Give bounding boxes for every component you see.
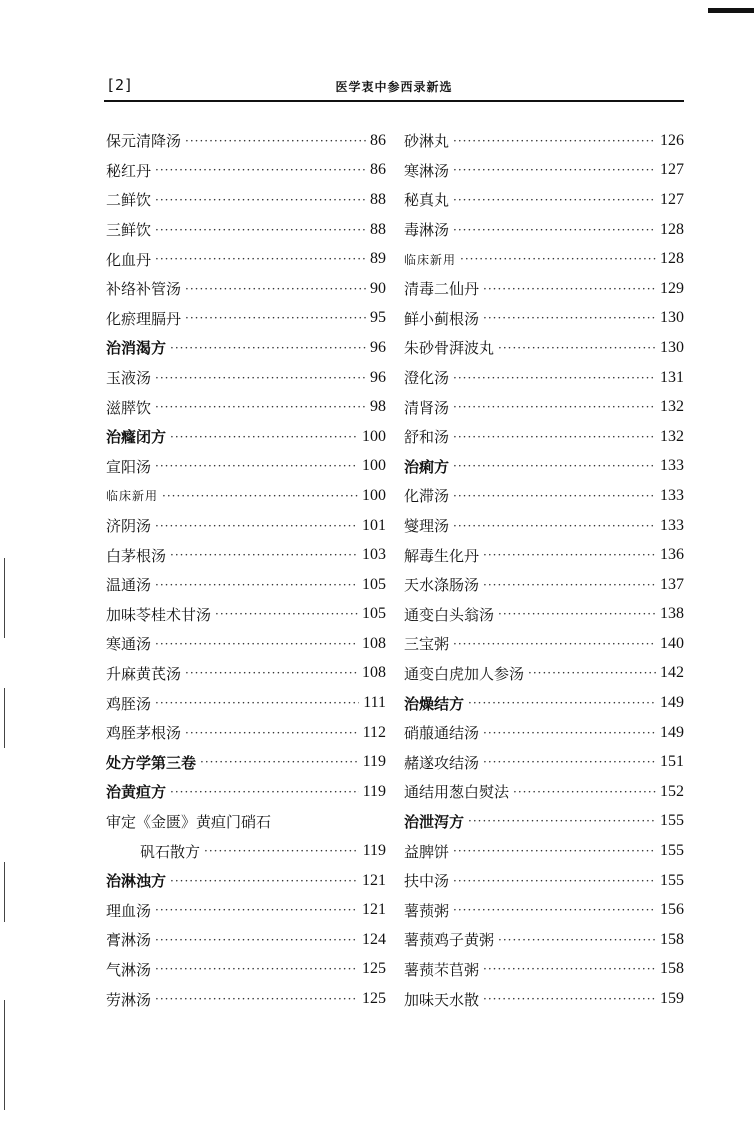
toc-entry	[404, 955, 684, 985]
margin-line	[4, 1000, 5, 1110]
toc-entry-title: 解毒生化丹	[404, 546, 480, 565]
toc-entry-title: 处方学第三卷	[106, 753, 197, 772]
toc-entry-page: 130	[660, 338, 684, 356]
toc-entry	[106, 304, 386, 334]
toc-entry	[404, 481, 684, 511]
toc-entry	[404, 215, 684, 245]
dot-leader	[498, 341, 656, 355]
dot-leader	[498, 933, 656, 947]
toc-entry-title: 临床新用	[106, 489, 159, 504]
toc-entry	[106, 185, 386, 215]
toc-entry-page: 88	[370, 220, 386, 238]
dot-leader	[215, 607, 358, 621]
toc-entry-page: 156	[660, 901, 684, 919]
dot-leader	[155, 903, 358, 917]
dot-leader	[170, 430, 358, 444]
dot-leader	[155, 459, 358, 473]
dot-leader	[185, 282, 366, 296]
dot-leader	[483, 962, 656, 976]
toc-entry	[404, 688, 684, 718]
toc-entry-page: 155	[660, 812, 684, 830]
toc-entry	[106, 925, 386, 955]
dot-leader	[155, 578, 358, 592]
dot-leader	[185, 134, 366, 148]
toc-entry-page: 100	[362, 457, 386, 475]
toc-entry-title: 玉液汤	[106, 369, 152, 388]
toc-entry-page: 138	[660, 605, 684, 623]
toc-entry	[404, 600, 684, 630]
toc-entry-title: 鸡胵茅根汤	[106, 724, 182, 743]
toc-entry-page: 125	[362, 990, 386, 1008]
toc-entry-page: 126	[660, 131, 684, 149]
dot-leader	[483, 992, 656, 1006]
toc-entry-page: 128	[660, 220, 684, 238]
dot-leader	[453, 400, 656, 414]
dot-leader	[155, 992, 358, 1006]
page-header	[106, 76, 682, 100]
toc-entry-page: 101	[362, 516, 386, 534]
dot-leader	[185, 666, 358, 680]
toc-entry-title: 薯蓣鸡子黄粥	[404, 931, 495, 950]
toc-entry-title: 济阴汤	[106, 517, 152, 536]
toc-entry	[106, 747, 386, 777]
toc-entry	[404, 807, 684, 837]
toc-entry-title: 治癃闭方	[106, 428, 167, 447]
dot-leader	[498, 607, 656, 621]
dot-leader	[483, 726, 656, 740]
toc-entry	[404, 185, 684, 215]
toc-entry	[106, 363, 386, 393]
dot-leader	[483, 311, 656, 325]
toc-entry	[404, 274, 684, 304]
toc-entry-page: 127	[660, 161, 684, 179]
toc-entry-page: 95	[370, 309, 386, 327]
toc-entry-page: 119	[362, 782, 386, 800]
toc-entry	[404, 126, 684, 156]
toc-entry-title: 化滞汤	[404, 487, 450, 506]
toc-left-column	[106, 126, 386, 1014]
toc-entry-page: 100	[362, 486, 386, 504]
dot-leader	[453, 459, 656, 473]
toc-entry-page: 133	[660, 486, 684, 504]
toc-entry	[106, 570, 386, 600]
toc-entry	[106, 244, 386, 274]
toc-entry-page: 111	[363, 694, 386, 712]
dot-leader	[483, 548, 656, 562]
toc-entry-page: 132	[660, 398, 684, 416]
toc-entry	[106, 895, 386, 925]
toc-entry-page: 149	[660, 694, 684, 712]
toc-entry-page: 131	[660, 368, 684, 386]
dot-leader	[453, 430, 656, 444]
toc-entry	[106, 511, 386, 541]
toc-entry-page: 127	[660, 190, 684, 208]
toc-entry-title: 澄化汤	[404, 369, 450, 388]
dot-leader	[483, 755, 656, 769]
dot-leader	[453, 134, 656, 148]
toc-entry	[404, 925, 684, 955]
toc-entry	[404, 540, 684, 570]
toc-entry-title: 硝菔通结汤	[404, 724, 480, 743]
toc-entry-title: 秘红丹	[106, 161, 152, 180]
dot-leader	[155, 637, 358, 651]
toc-entry	[404, 836, 684, 866]
page-number: [2]	[106, 76, 134, 94]
toc-entry-title: 薯蓣粥	[404, 901, 450, 920]
toc-entry-title: 治黄疸方	[106, 783, 167, 802]
toc-entry-page: 88	[370, 190, 386, 208]
toc-entry-title: 膏淋汤	[106, 931, 152, 950]
toc-entry-page: 105	[362, 575, 386, 593]
dot-leader	[453, 874, 656, 888]
toc-entry	[404, 511, 684, 541]
toc-entry-page: 96	[370, 368, 386, 386]
toc-entry-title: 治淋浊方	[106, 872, 167, 891]
dot-leader	[468, 696, 656, 710]
toc-entry-title: 滋膵饮	[106, 398, 152, 417]
toc-entry-page: 90	[370, 279, 386, 297]
toc-entry-title: 治燥结方	[404, 694, 465, 713]
toc-entry	[404, 422, 684, 452]
dot-leader	[155, 223, 366, 237]
dot-leader	[155, 696, 359, 710]
toc-entry	[404, 777, 684, 807]
toc-entry-title: 温通汤	[106, 576, 152, 595]
dot-leader	[170, 341, 366, 355]
toc-entry	[404, 659, 684, 689]
dot-leader	[513, 785, 656, 799]
toc-entry-title: 宣阳汤	[106, 457, 152, 476]
toc-right-column	[404, 126, 684, 1014]
toc-entry-page: 149	[660, 723, 684, 741]
toc-entry-title: 二鲜饮	[106, 191, 152, 210]
dot-leader	[453, 637, 656, 651]
toc-entry	[404, 629, 684, 659]
toc-entry-title: 毒淋汤	[404, 221, 450, 240]
toc-entry	[404, 392, 684, 422]
toc-entry-page: 158	[660, 960, 684, 978]
toc-entry	[106, 481, 386, 511]
toc-entry-page: 103	[362, 546, 386, 564]
toc-entry-title: 燮理汤	[404, 517, 450, 536]
toc-entry-title: 砂淋丸	[404, 132, 450, 151]
dot-leader	[468, 814, 656, 828]
dot-leader	[155, 933, 358, 947]
dot-leader	[170, 785, 359, 799]
toc-entry	[106, 866, 386, 896]
toc-entry-page: 96	[370, 338, 386, 356]
toc-entry-page: 98	[370, 398, 386, 416]
toc-entry	[106, 836, 386, 866]
toc-entry-title: 清肾汤	[404, 398, 450, 417]
toc-entry	[106, 452, 386, 482]
toc-entry-title: 赭遂攻结汤	[404, 753, 480, 772]
toc-entry	[106, 422, 386, 452]
toc-entry-page: 112	[362, 723, 386, 741]
dot-leader	[185, 311, 366, 325]
dot-leader	[185, 726, 359, 740]
toc-entry-page: 89	[370, 250, 386, 268]
toc-entry-page: 140	[660, 634, 684, 652]
toc-entry-title: 化血丹	[106, 250, 152, 269]
dot-leader	[453, 223, 656, 237]
toc-entry	[404, 984, 684, 1014]
toc-entry-page: 151	[660, 753, 684, 771]
toc-entry	[106, 659, 386, 689]
toc-entry-title: 治泄泻方	[404, 812, 465, 831]
margin-line	[4, 862, 5, 922]
toc-entry	[404, 452, 684, 482]
toc-entry	[106, 392, 386, 422]
toc-entry-title: 临床新用	[404, 252, 457, 267]
toc-entry-title: 清毒二仙丹	[404, 280, 480, 299]
toc-entry	[404, 333, 684, 363]
toc-entry-title: 扶中汤	[404, 872, 450, 891]
toc-entry-title: 治痢方	[404, 457, 450, 476]
toc-entry-page: 155	[660, 842, 684, 860]
toc-entry-page: 121	[362, 901, 386, 919]
dot-leader	[155, 962, 358, 976]
dot-leader	[155, 163, 366, 177]
toc-entry-title: 通变白虎加人参汤	[404, 664, 525, 683]
toc-entry-title: 矾石散方	[140, 842, 201, 861]
toc-entry-page: 119	[362, 753, 386, 771]
toc-entry-title: 化瘀理膈丹	[106, 309, 182, 328]
toc-entry-title: 通变白头翁汤	[404, 605, 495, 624]
toc-entry-page: 124	[362, 930, 386, 948]
dot-leader	[528, 666, 656, 680]
toc-entry-page: 86	[370, 131, 386, 149]
toc-entry-title: 薯蓣芣苢粥	[404, 960, 480, 979]
toc-entry	[106, 540, 386, 570]
dot-leader	[453, 371, 656, 385]
dot-leader	[155, 519, 358, 533]
toc-entry-page: 129	[660, 279, 684, 297]
toc-entry-page: 132	[660, 427, 684, 445]
toc-entry-page: 105	[362, 605, 386, 623]
toc-entry-title: 通结用葱白熨法	[404, 783, 510, 802]
toc-entry-page: 119	[362, 842, 386, 860]
toc-entry-page: 133	[660, 457, 684, 475]
toc-entry-page: 100	[362, 427, 386, 445]
corner-mark	[708, 8, 754, 13]
toc-entry-title: 三宝粥	[404, 635, 450, 654]
toc-entry	[106, 126, 386, 156]
toc-entry-page: 128	[660, 250, 684, 268]
dot-leader	[453, 519, 656, 533]
toc-entry	[106, 955, 386, 985]
toc-entry-title: 鸡胵汤	[106, 694, 152, 713]
toc-entry-page: 158	[660, 930, 684, 948]
toc-entry-title: 气淋汤	[106, 960, 152, 979]
toc-entry-page: 108	[362, 634, 386, 652]
toc-entry	[106, 274, 386, 304]
toc-entry	[404, 718, 684, 748]
dot-leader	[155, 252, 366, 266]
toc-entry-title: 保元清降汤	[106, 132, 182, 151]
toc-entry-page: 130	[660, 309, 684, 327]
toc-entry	[106, 688, 386, 718]
toc-entry	[404, 156, 684, 186]
toc-entry	[106, 984, 386, 1014]
toc-entry-title: 劳淋汤	[106, 990, 152, 1009]
toc-entry	[404, 895, 684, 925]
dot-leader	[483, 578, 656, 592]
running-title: 医学衷中参西录新选	[335, 80, 453, 94]
dot-leader	[170, 874, 358, 888]
header-rule	[104, 100, 684, 102]
dot-leader	[453, 489, 656, 503]
toc-entry-title: 审定《金匮》黄疸门硝石	[106, 812, 272, 831]
toc-entry-title: 加味天水散	[404, 990, 480, 1009]
toc-entry-page: 133	[660, 516, 684, 534]
toc-entry	[404, 866, 684, 896]
toc-entry-page: 155	[660, 871, 684, 889]
toc-entry-title: 治消渴方	[106, 339, 167, 358]
toc-entry-title: 秘真丸	[404, 191, 450, 210]
toc-entry	[404, 244, 684, 274]
dot-leader	[483, 282, 656, 296]
toc-entry	[106, 215, 386, 245]
toc-entry	[106, 807, 386, 837]
toc-entry-title: 寒淋汤	[404, 161, 450, 180]
dot-leader	[162, 489, 358, 503]
dot-leader	[155, 400, 366, 414]
toc-entry-page: 137	[660, 575, 684, 593]
toc-entry-page: 152	[660, 782, 684, 800]
toc-entry-title: 补络补管汤	[106, 280, 182, 299]
dot-leader	[453, 844, 656, 858]
toc-entry	[106, 718, 386, 748]
dot-leader	[200, 755, 359, 769]
toc-entry-title: 天水涤肠汤	[404, 576, 480, 595]
toc-entry-page: 121	[362, 871, 386, 889]
dot-leader	[170, 548, 358, 562]
toc-entry-page: 86	[370, 161, 386, 179]
toc-entry	[106, 777, 386, 807]
toc-entry	[404, 570, 684, 600]
dot-leader	[460, 252, 656, 266]
dot-leader	[155, 371, 366, 385]
toc-entry-page: 136	[660, 546, 684, 564]
dot-leader	[204, 844, 359, 858]
toc-entry-title: 舒和汤	[404, 428, 450, 447]
dot-leader	[453, 193, 656, 207]
toc-entry-title: 益脾饼	[404, 842, 450, 861]
toc-entry	[404, 363, 684, 393]
toc-entry	[404, 304, 684, 334]
toc-entry	[106, 629, 386, 659]
toc-entry-title: 白茅根汤	[106, 546, 167, 565]
toc-entry-title: 朱砂骨湃波丸	[404, 339, 495, 358]
toc-entry-title: 鲜小蓟根汤	[404, 309, 480, 328]
toc-entry	[106, 333, 386, 363]
dot-leader	[453, 903, 656, 917]
dot-leader	[453, 163, 656, 177]
toc-entry-title: 寒通汤	[106, 635, 152, 654]
dot-leader	[155, 193, 366, 207]
toc-entry	[404, 747, 684, 777]
toc-entry-title: 升麻黄芪汤	[106, 664, 182, 683]
toc-entry-page: 142	[660, 664, 684, 682]
toc-entry-title: 三鲜饮	[106, 221, 152, 240]
toc-entry-page: 159	[660, 990, 684, 1008]
toc-entry	[106, 156, 386, 186]
toc-entry-title: 加味苓桂术甘汤	[106, 605, 212, 624]
toc-entry-page: 125	[362, 960, 386, 978]
toc-entry-page: 108	[362, 664, 386, 682]
margin-line	[4, 688, 5, 748]
margin-line	[4, 558, 5, 638]
toc-entry	[106, 600, 386, 630]
toc-entry-title: 理血汤	[106, 901, 152, 920]
